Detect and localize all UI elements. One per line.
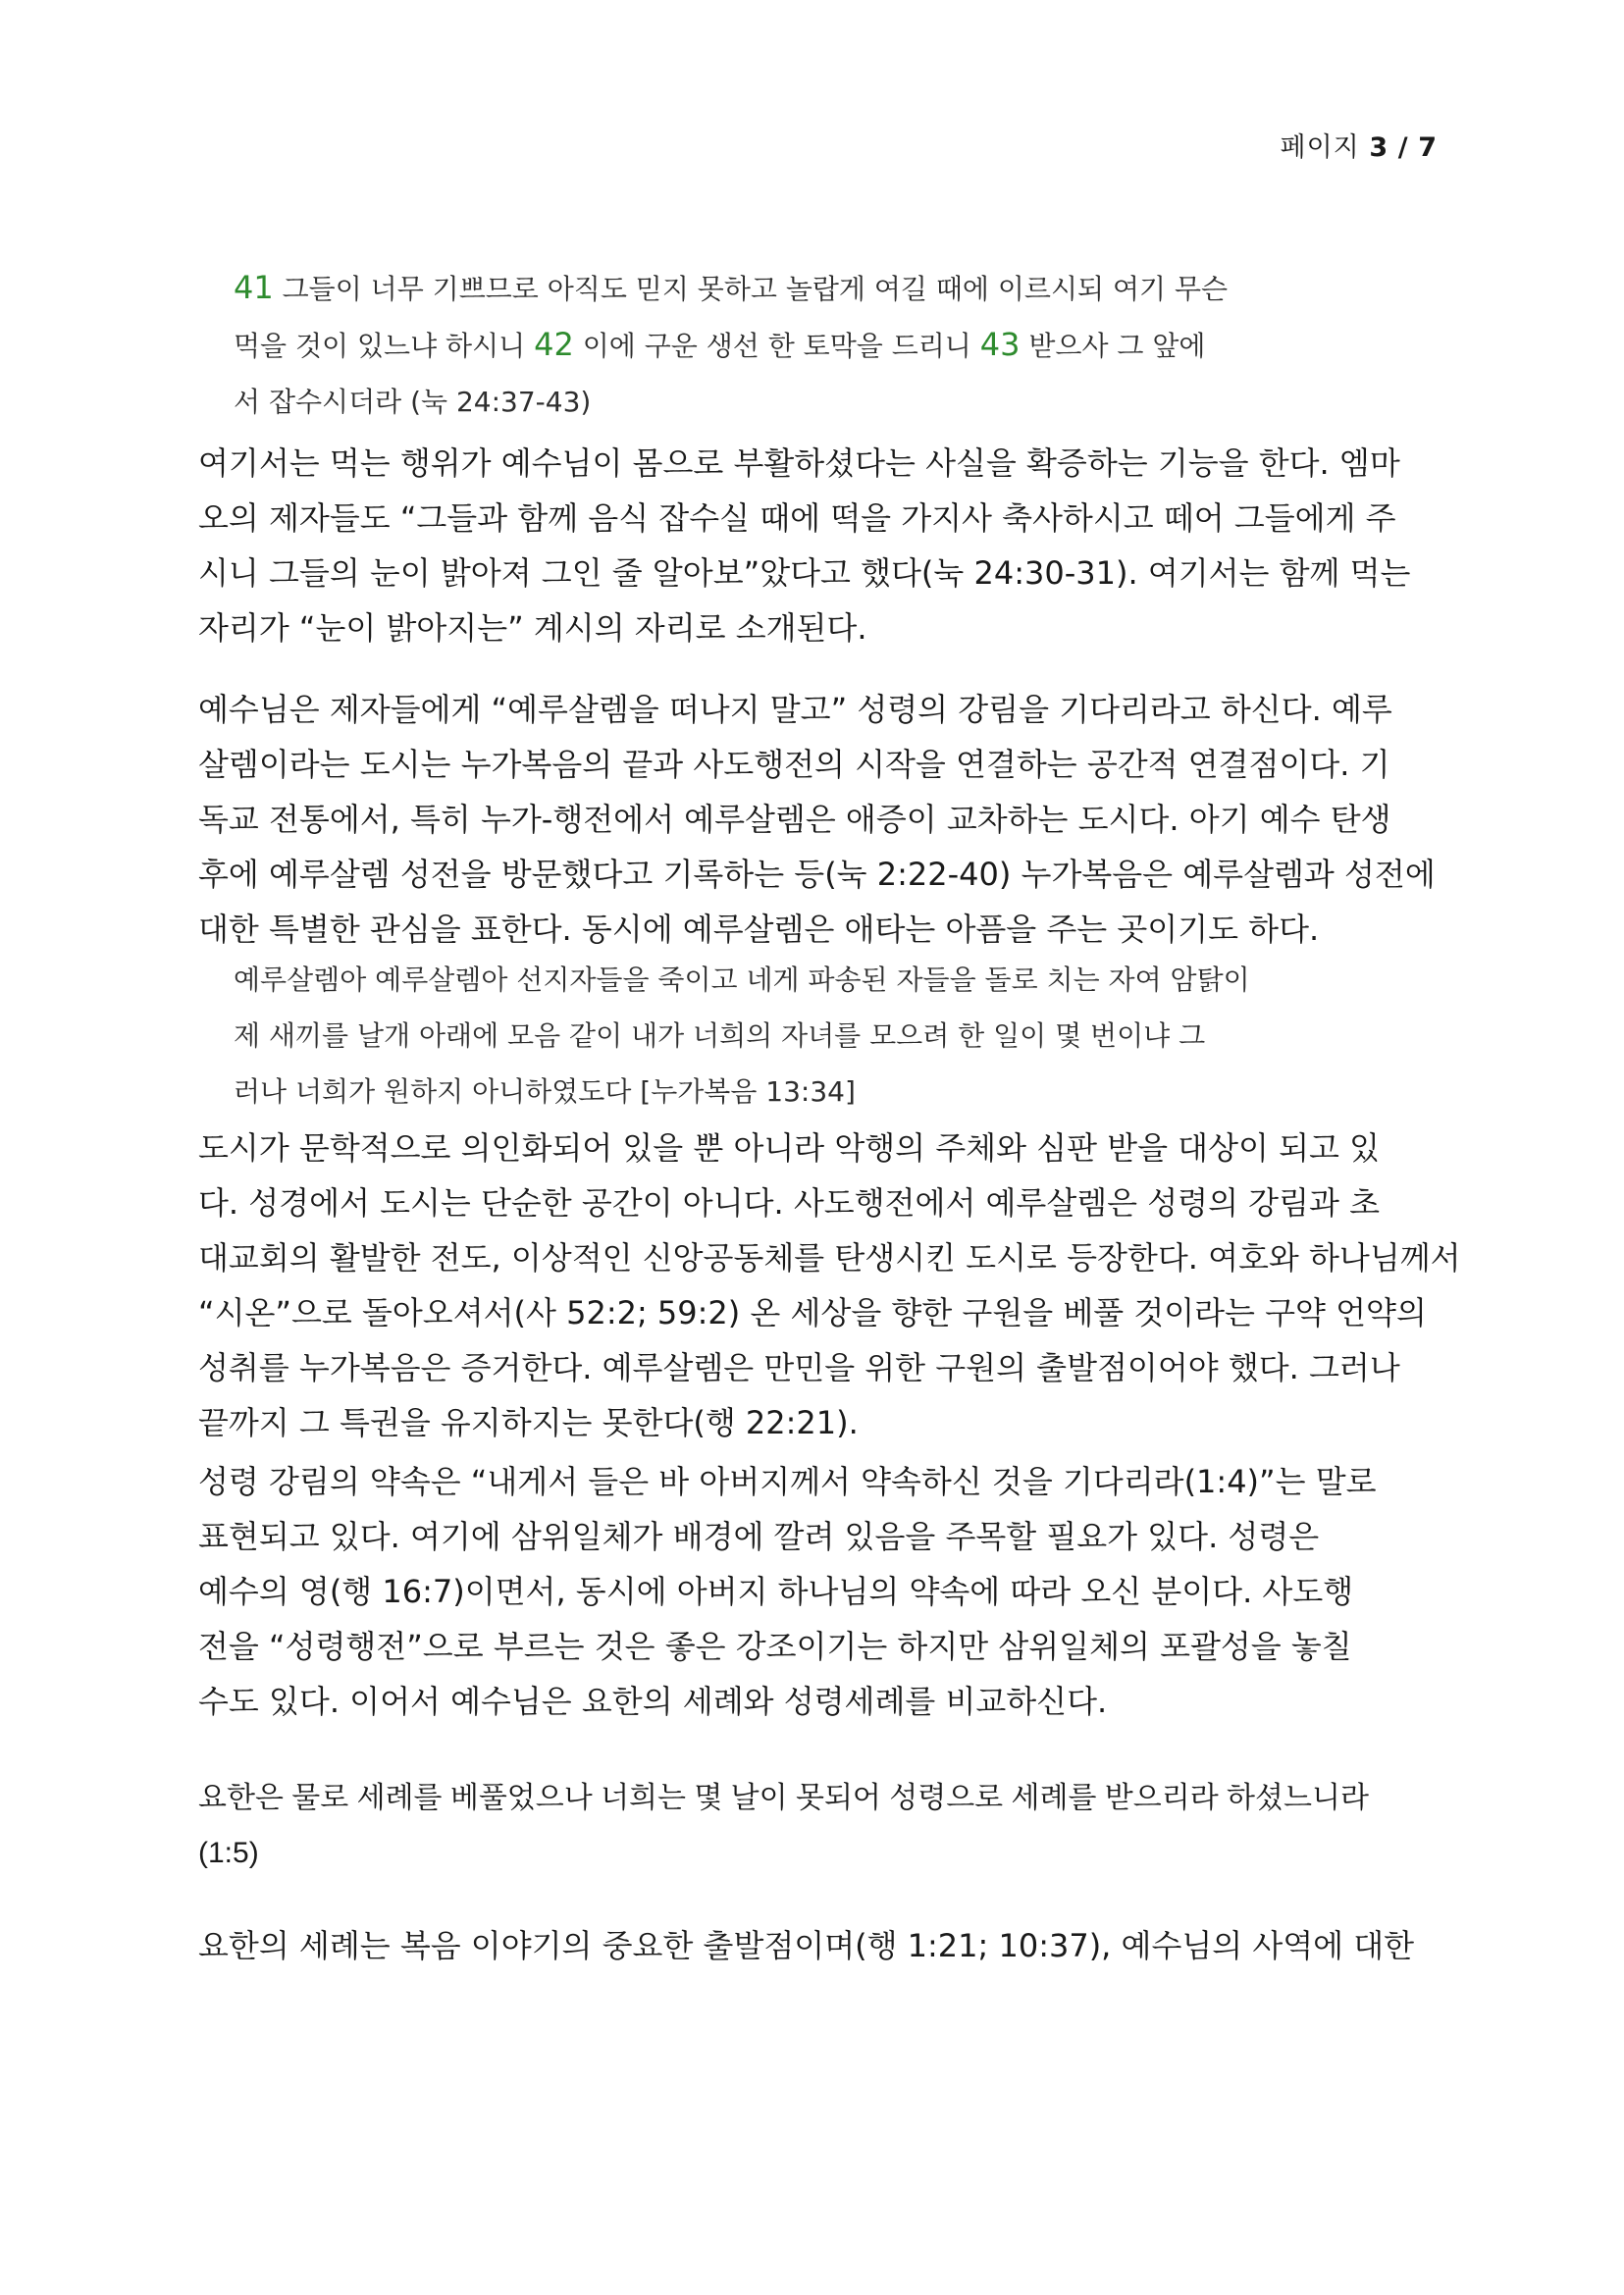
paragraph-line: 오의 제자들도 “그들과 함께 음식 잡수실 때에 떡을 가지사 축사하시고 떼어 그들에게 주 — [198, 499, 1396, 537]
page-label: 페이지 — [1280, 132, 1360, 163]
paragraph-line: 수도 있다. 이어서 예수님은 요한의 세례와 성령세례를 비교하신다. — [198, 1683, 1108, 1720]
paragraph-line: 요한은 물로 세례를 베풀었으나 너희는 몇 날이 못되어 성령으로 세례를 받으리라 하셨느니라 — [198, 1782, 1369, 1814]
paragraph-jerusalem — [198, 682, 1440, 957]
page-number — [1281, 126, 1439, 164]
scripture-quote-luke-13 — [234, 952, 1323, 1120]
paragraph-line: 성취를 누가복음은 증거한다. 예루살렘은 만민을 위한 구원의 출발점이어야 했다. 그러나 — [198, 1349, 1400, 1386]
paragraph-line: 도시가 문학적으로 의인화되어 있을 뿐 아니라 악행의 주체와 심판 받을 대상이 되고 있 — [198, 1129, 1380, 1167]
quote-line: 예루살렘아 예루살렘아 선지자들을 죽이고 네게 파송된 자들을 돌로 치는 자여 암탉이 — [234, 964, 1250, 996]
page-separator: / — [1397, 132, 1409, 163]
quote-line: 제 새끼를 날개 아래에 모음 같이 내가 너희의 자녀를 모으려 한 일이 몇 번이냐 그 — [234, 1019, 1206, 1052]
paragraph-line: 살렘이라는 도시는 누가복음의 끝과 사도행전의 시작을 연결하는 공간적 연결점이다. 기 — [198, 746, 1390, 783]
paragraph-line: 독교 전통에서, 특히 누가-행전에서 예루살렘은 애증이 교차하는 도시다. 아기 예수 탄생 — [198, 801, 1391, 838]
total-pages: 7 — [1418, 132, 1438, 163]
paragraph-line: 시니 그들의 눈이 밝아져 그인 줄 알아보”았다고 했다(눅 24:30-31). 여기서는 함께 먹는 — [198, 554, 1411, 592]
paragraph-line: 다. 성경에서 도시는 단순한 공간이 아니다. 사도행전에서 예루살렘은 성령의 강림과 초 — [198, 1184, 1380, 1222]
quote-text: 이에 구운 생선 한 토막을 드리니 — [573, 330, 980, 362]
quote-text: 받으사 그 앞에 — [1020, 330, 1206, 362]
paragraph-acts-1-5 — [198, 1771, 1440, 1881]
paragraph-line: 요한의 세례는 복음 이야기의 중요한 출발점이며(행 1:21; 10:37), 예수님의 사역에 대한 — [198, 1927, 1415, 1964]
paragraph-line: 후에 예루살렘 성전을 방문했다고 기록하는 등(눅 2:22-40) 누가복음은 예루살렘과 성전에 — [198, 856, 1436, 893]
quote-line — [234, 260, 1323, 317]
paragraph-line: 대교회의 활발한 전도, 이상적인 신앙공동체를 탄생시킨 도시로 등장한다. 여호와 하나님께서 — [198, 1239, 1461, 1277]
quote-text: 먹을 것이 있느냐 하시니 — [234, 330, 535, 362]
quote-line: 러나 너희가 원하지 아니하였도다 [누가복음 13:34] — [234, 1075, 856, 1108]
paragraph-john-baptism — [198, 1918, 1440, 1973]
paragraph-line: 자리가 “눈이 밝아지는” 계시의 자리로 소개된다. — [198, 609, 867, 647]
paragraph-line: 표현되고 있다. 여기에 삼위일체가 배경에 깔려 있음을 주목할 필요가 있다. 성령은 — [198, 1518, 1320, 1555]
verse-number: 43 — [979, 326, 1021, 363]
paragraph-line: (1:5) — [198, 1837, 259, 1869]
paragraph-line: 전을 “성령행전”으로 부르는 것은 좋은 강조이기는 하지만 삼위일체의 포괄성을 놓칠 — [198, 1628, 1352, 1665]
paragraph-line: 예수님은 제자들에게 “예루살렘을 떠나지 말고” 성령의 강림을 기다리라고 하신다. 예루 — [198, 691, 1392, 728]
paragraph-city — [198, 1121, 1461, 1450]
quote-text: 그들이 너무 기쁘므로 아직도 믿지 못하고 놀랍게 여길 때에 이르시되 여기 무슨 — [273, 273, 1229, 305]
paragraph-line: 대한 특별한 관심을 표한다. 동시에 예루살렘은 애타는 아픔을 주는 곳이기도 하다. — [198, 911, 1320, 948]
verse-number: 42 — [534, 326, 574, 363]
paragraph-line: 끝까지 그 특권을 유지하지는 못한다(행 22:21). — [198, 1404, 859, 1441]
paragraph-line: 여기서는 먹는 행위가 예수님이 몸으로 부활하셨다는 사실을 확증하는 기능을 한다. 엠마 — [198, 444, 1400, 482]
quote-line: 서 잡수시더라 (눅 24:37-43) — [234, 386, 592, 418]
paragraph-spirit-promise — [198, 1454, 1440, 1729]
scripture-quote-luke-24 — [234, 260, 1323, 430]
paragraph-emmaus — [198, 436, 1440, 655]
quote-line — [234, 317, 1323, 374]
current-page: 3 — [1369, 132, 1389, 163]
paragraph-line: 성령 강림의 약속은 “내게서 들은 바 아버지께서 약속하신 것을 기다리라(1:4)”는 말로 — [198, 1463, 1377, 1500]
paragraph-line: “시온”으로 돌아오셔서(사 52:2; 59:2) 온 세상을 향한 구원을 베풀 것이라는 구약 언약의 — [198, 1294, 1427, 1331]
verse-number: 41 — [234, 269, 274, 306]
paragraph-line: 예수의 영(행 16:7)이면서, 동시에 아버지 하나님의 약속에 따라 오신 분이다. 사도행 — [198, 1573, 1354, 1610]
